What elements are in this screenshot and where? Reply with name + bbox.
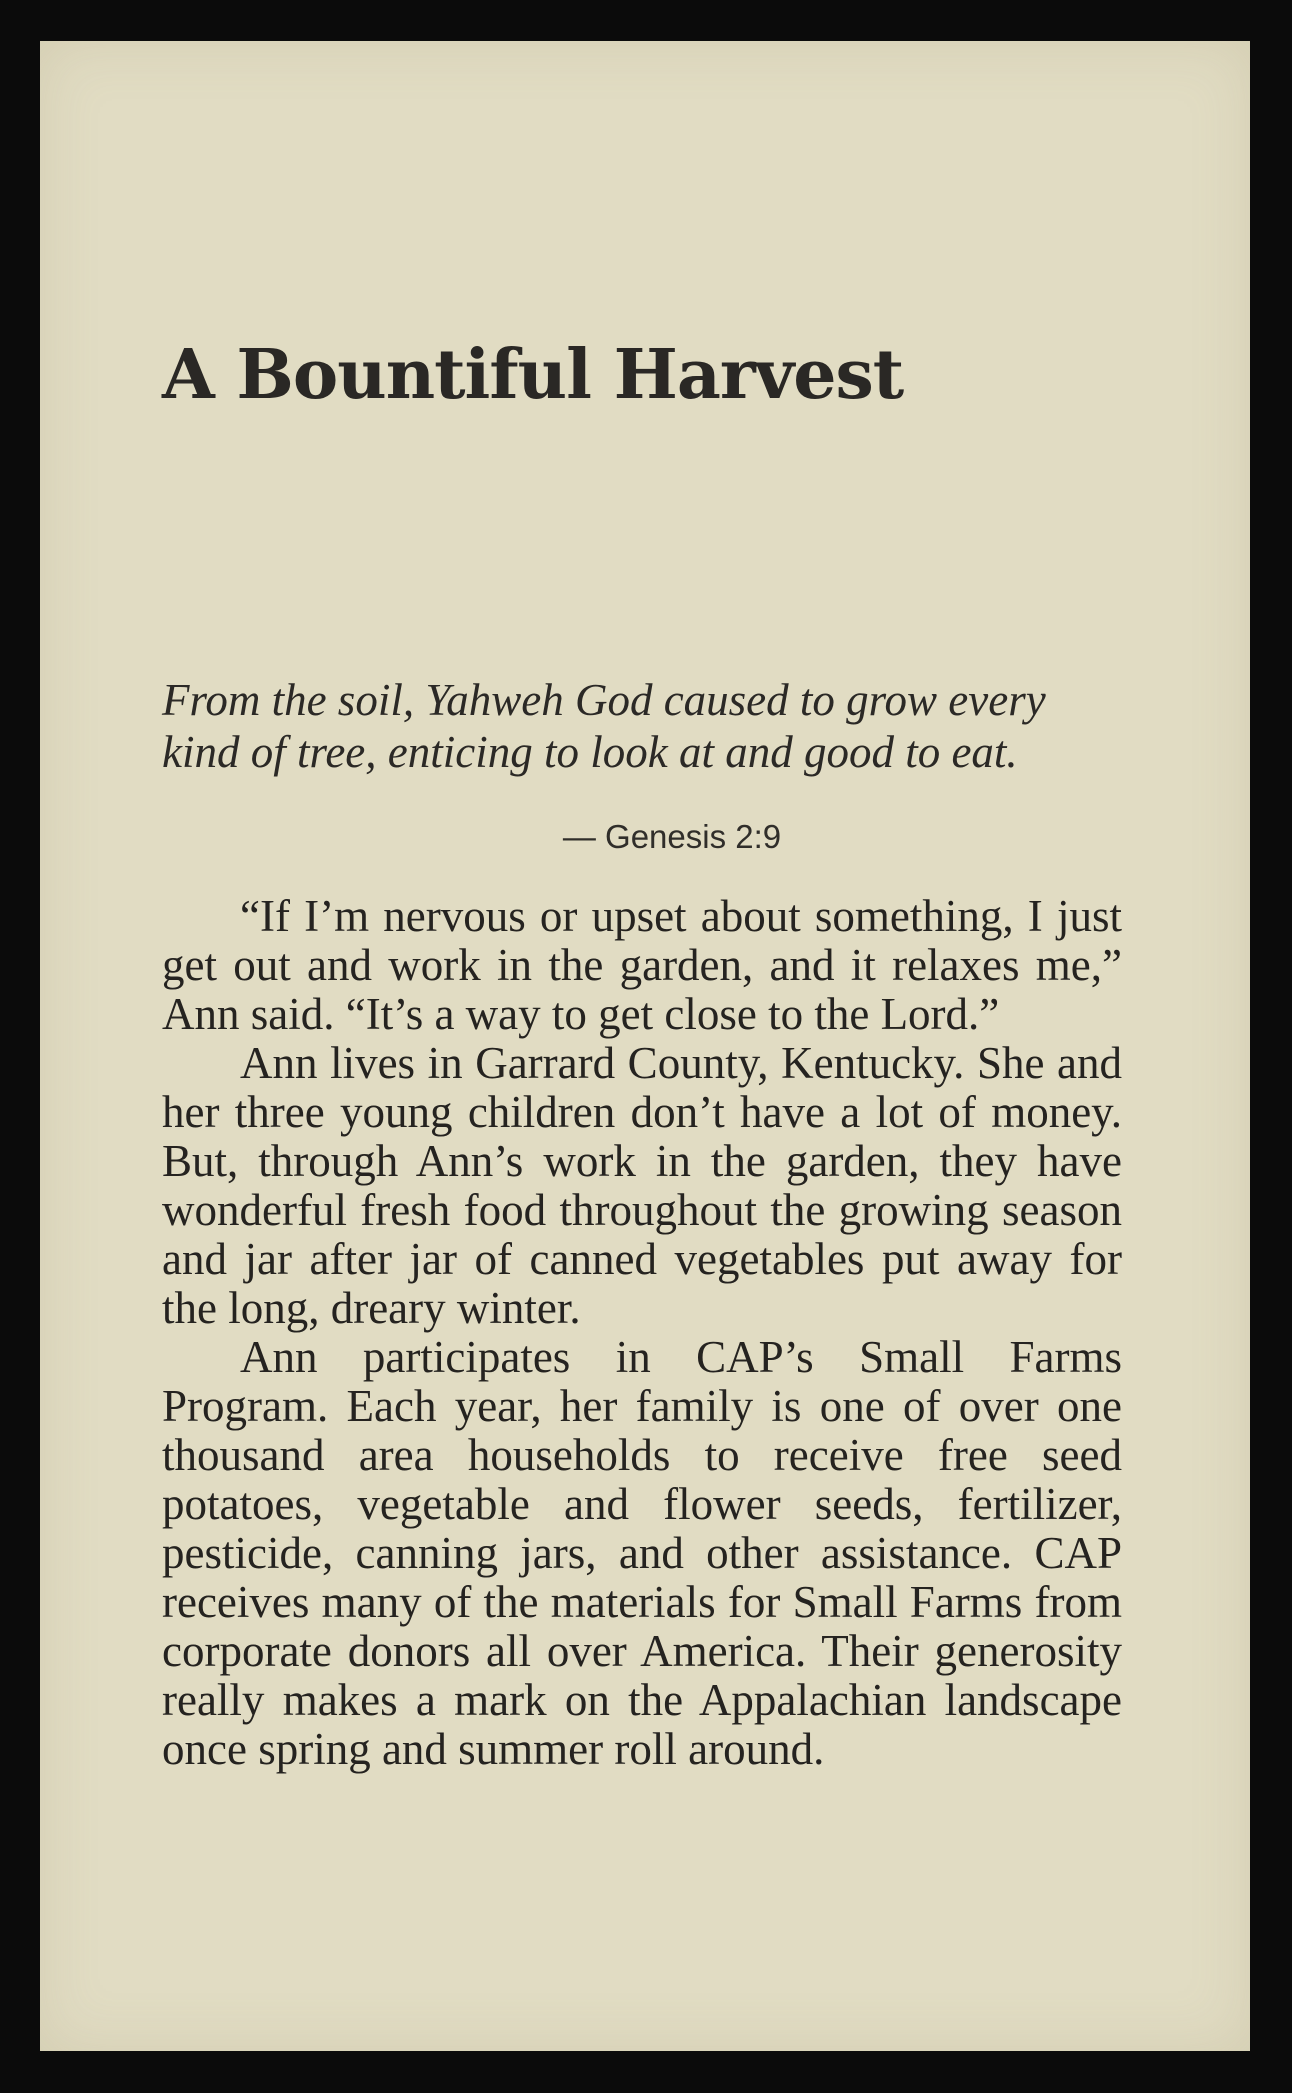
epigraph-quote: From the soil, Yahweh God caused to grow every kind of tree, enticing to look at and good to eat. <box>162 675 1046 777</box>
epigraph-attribution: — Genesis 2:9 <box>562 818 782 855</box>
article-title: A Bountiful Harvest <box>162 335 904 415</box>
body-paragraph: “If I’m nervous or upset about something, I just get out and work in the garden, and it relaxes me,” Ann said. “It’s a way to get close to the Lord.” <box>162 891 1122 1039</box>
body-paragraph: Ann participates in CAP’s Small Farms Program. Each year, her family is one of over one thousand area households to receive free seed potatoes, vegetable and flower seeds, fertilizer, pesticide, canning jars, and other assistance. CAP receives many of the materials for Small Farms from corporate donors all over America. Their generosity really makes a mark on the Appalachian landscape once spring and summer roll around. <box>162 1332 1122 1774</box>
article-body <box>162 892 1122 1774</box>
body-paragraph: Ann lives in Garrard County, Kentucky. She and her three young children don’t have a lot of money. But, through Ann’s work in the garden, they have wonderful fresh food throughout the growing season and jar after jar of canned vegetables put away for the long, dreary winter. <box>162 1038 1122 1333</box>
article <box>162 335 1122 1774</box>
document-page <box>40 41 1250 2051</box>
